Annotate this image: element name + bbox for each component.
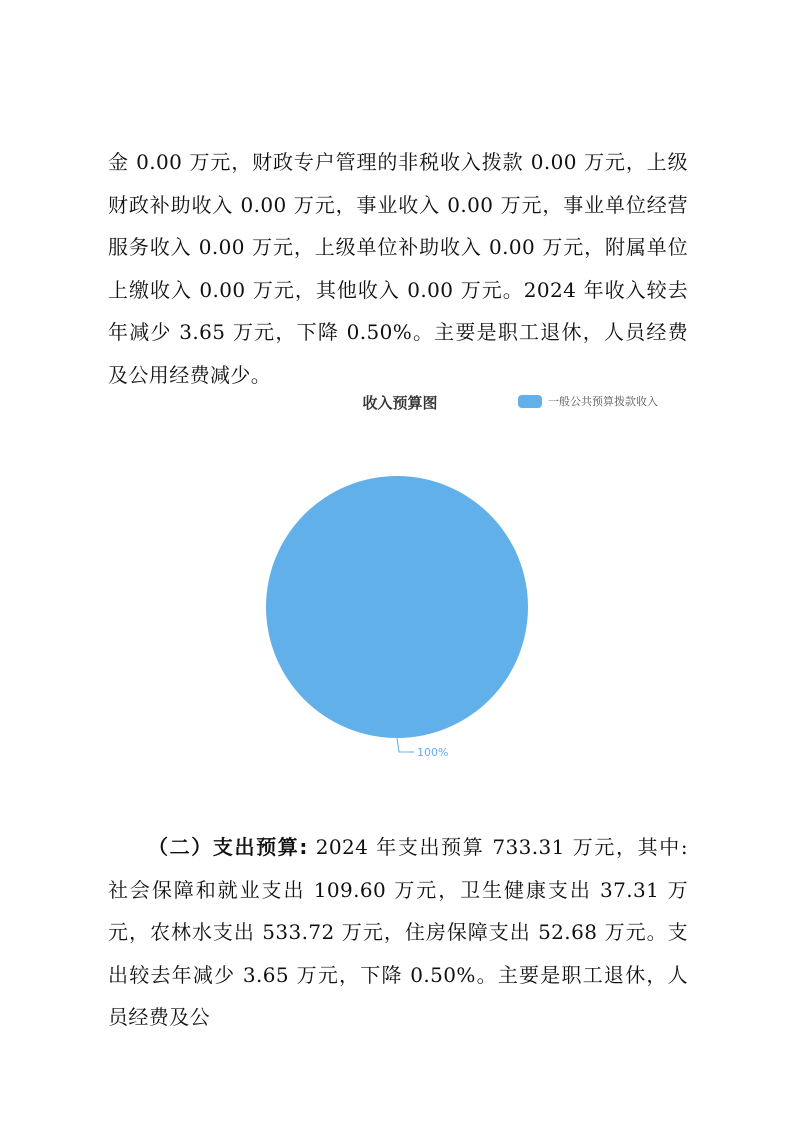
legend-label: 一般公共预算拨款收入: [548, 395, 658, 408]
label-leader-line: [397, 738, 414, 752]
body-paragraph-income: 金 0.00 万元，财政专户管理的非税收入拨款 0.00 万元，上级财政补助收入 0.00 万元，事业收入 0.00 万元，事业单位经营服务收入 0.00 万元，上级单位补助收入 0.00 万元，附属单位上缴收入 0.00 万元，其他收入 0.00 万元。2024 年收入较去年减少 3.65 万元，下降 0.50%。主要是职工退休，人员经费及公用经费减少。: [108, 150, 688, 387]
pie-data-label: 100%: [417, 746, 449, 759]
expenditure-text: 2024 年支出预算 733.31 万元，其中: 社会保障和就业支出 109.60 万元，卫生健康支出 37.31 万元，农林水支出 533.72 万元，住房保障支出 52.68 万元。支出较去年减少 3.65 万元，下降 0.50%。主要是职工退休，人员经费及公: [108, 835, 688, 1029]
body-paragraph-expenditure: [108, 826, 688, 1039]
section-heading-expenditure: （二）支出预算:: [148, 835, 308, 859]
chart-title: 收入预算图: [362, 394, 438, 412]
pie-slice: [266, 476, 528, 738]
